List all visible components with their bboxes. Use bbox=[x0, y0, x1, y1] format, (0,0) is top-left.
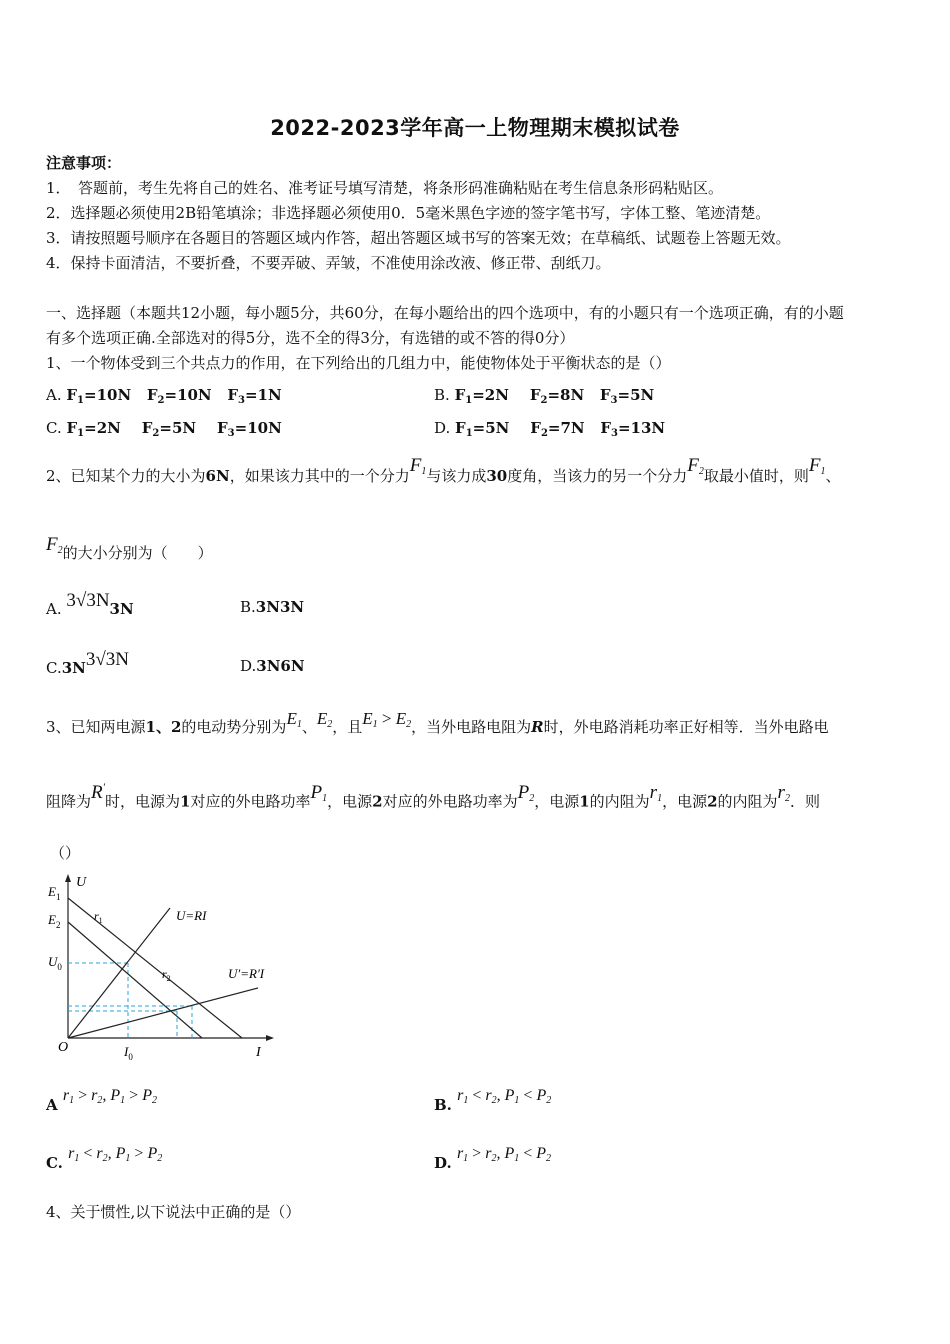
q3-num: 1 bbox=[579, 792, 590, 811]
q3-text: 的电动势分别为 bbox=[181, 718, 287, 736]
option-letter: C. bbox=[46, 1154, 63, 1172]
notice-item-1: 1． 答题前，考生先将自己的姓名、准考证号填写清楚，将条形码准确粘贴在考生信息条形码粘贴区。 bbox=[46, 179, 724, 197]
q3-text: 3、已知两电源 bbox=[46, 718, 146, 736]
q2-option-b bbox=[240, 598, 304, 616]
option-letter: B. bbox=[434, 386, 450, 404]
option-letter: B. bbox=[240, 598, 256, 616]
line-u-rpi bbox=[68, 988, 258, 1038]
symbol-f1: $F_1$ bbox=[409, 455, 427, 477]
q2-text: 度角，当该力的另一个分力 bbox=[507, 467, 688, 485]
label-e2: $E_2$ bbox=[48, 912, 61, 930]
f1-value: 2N bbox=[96, 419, 121, 437]
f1-value: 10N bbox=[96, 386, 132, 404]
q3-text: ，且 bbox=[332, 718, 363, 736]
q1-option-a: A. $F_1=10N$ $F_2=10N$ $F_3=1N$ bbox=[46, 386, 282, 406]
q2-option-d bbox=[240, 657, 305, 675]
q3-text: ，当外电路电阻为 bbox=[411, 718, 532, 736]
q2-text: ，如果该力其中的一个分力 bbox=[229, 467, 410, 485]
q3-text: 对应的外电路功率 bbox=[190, 792, 311, 811]
q3-text: 时，电源为 bbox=[105, 792, 181, 811]
q2-option-a bbox=[46, 590, 134, 620]
f2-value: 8N bbox=[560, 386, 585, 404]
option-math: $r_1 < r_2$, $P_1 > P_2$ bbox=[68, 1145, 163, 1164]
q3-text: ，电源 bbox=[662, 792, 708, 811]
notice-item-2: 2．选择题必须使用2B铅笔填涂；非选择题必须使用0．5毫米黑色字迹的签字笔书写，字体工整、笔迹清楚。 bbox=[46, 204, 771, 222]
label-e1: $E_1$ bbox=[48, 884, 61, 902]
x-axis-arrow bbox=[266, 1035, 274, 1041]
q2-option-c bbox=[46, 649, 130, 679]
math-expression: 3√3N bbox=[66, 590, 110, 611]
f3-value: 1N bbox=[257, 386, 282, 404]
q2-text: 与该力成 bbox=[426, 467, 487, 485]
notice-item-4: 4．保持卡面清洁，不要折叠，不要弄破、弄皱，不准使用涂改液、修正带、刮纸刀。 bbox=[46, 254, 611, 272]
option-letter: D. bbox=[434, 1154, 452, 1172]
symbol-p1: $P_1$ bbox=[310, 782, 328, 805]
option-text: 3N bbox=[109, 600, 134, 618]
math-expression: 3√3N bbox=[85, 649, 130, 670]
q3-text: 的内阻为 bbox=[589, 792, 650, 811]
f1-value: 5N bbox=[485, 419, 510, 437]
option-math: $r_1 < r_2$, $P_1 < P_2$ bbox=[457, 1087, 552, 1106]
f1-value: 2N bbox=[484, 386, 509, 404]
symbol-f2: $F_2$ bbox=[46, 534, 63, 556]
label-r2: $r_2$ bbox=[162, 967, 171, 983]
q4-stem: 4、关于惯性,以下说法中正确的是（） bbox=[46, 1203, 301, 1221]
symbol-f1: $F_1$ bbox=[808, 455, 826, 477]
q2-stem-line-2 bbox=[46, 534, 213, 564]
option-text: 3N3N bbox=[255, 598, 305, 616]
q3-option-b bbox=[434, 1087, 552, 1116]
section-heading-line-1: 一、选择题（本题共12小题，每小题5分，共60分，在每小题给出的四个选项中，有的小题只有一个选项正确，有的小题 bbox=[46, 304, 844, 322]
label-u-ri: U=RI bbox=[176, 908, 207, 923]
symbol-e1: $E_1$ bbox=[286, 709, 302, 730]
label-i0: $I_0$ bbox=[124, 1044, 133, 1062]
f2-value: 7N bbox=[560, 419, 585, 437]
q3-text: 的内阻为 bbox=[717, 792, 778, 811]
option-letter: C. bbox=[46, 659, 62, 677]
q3-text: 对应的外电路功率为 bbox=[382, 792, 518, 811]
q1-option-d: D. $F_1=5N$ $F_2=7N$ $F_3=13N$ bbox=[434, 419, 666, 439]
q3-answer-paren: （） bbox=[50, 844, 81, 862]
option-math: $r_1 > r_2$, $P_1 < P_2$ bbox=[456, 1145, 552, 1164]
f3-value: 13N bbox=[630, 419, 666, 437]
q3-text: ．则 bbox=[789, 792, 820, 811]
q3-text: ，电源 bbox=[534, 792, 580, 811]
u-i-graph bbox=[42, 866, 282, 1066]
q3-nums: 1、2 bbox=[145, 718, 182, 736]
label-u0: $U_0$ bbox=[48, 954, 62, 972]
q3-stem-line-1 bbox=[46, 709, 829, 738]
q3-num: 2 bbox=[372, 792, 383, 811]
q2-force: 6N bbox=[205, 467, 230, 485]
q3-option-c bbox=[46, 1145, 163, 1174]
q2-text: 取最小值时，则 bbox=[703, 467, 809, 485]
q3-text: 阻降为 bbox=[46, 792, 92, 811]
page-title: 2022-2023学年高一上物理期末模拟试卷 bbox=[270, 116, 680, 140]
option-letter: C. bbox=[46, 419, 62, 437]
symbol-p2: $P_2$ bbox=[517, 782, 535, 805]
f2-value: 5N bbox=[171, 419, 197, 437]
q3-text: ，电源 bbox=[327, 792, 373, 811]
symbol-r-prime: R′ bbox=[91, 782, 106, 804]
symbol-e2: $E_2$ bbox=[316, 709, 333, 730]
q2-text: 、 bbox=[825, 467, 841, 485]
y-axis-arrow bbox=[65, 874, 71, 882]
symbol-r1: $r_1$ bbox=[649, 782, 663, 805]
option-letter: A. bbox=[46, 386, 62, 404]
q3-option-a bbox=[46, 1087, 157, 1116]
q2-text: 的大小分别为（ ） bbox=[62, 544, 213, 562]
option-text: 3N bbox=[61, 659, 86, 677]
label-u-rpi: U′=R′I bbox=[228, 966, 265, 981]
q1-stem: 1、一个物体受到三个共点力的作用，在下列给出的几组力中，能使物体处于平衡状态的是（） bbox=[46, 354, 671, 372]
label-u: U bbox=[76, 875, 87, 890]
symbol-r2: $r_2$ bbox=[777, 782, 790, 805]
option-letter: A. bbox=[46, 600, 62, 618]
symbol-e1-gt-e2: $E_1 > E_2$ bbox=[362, 709, 412, 730]
q3-text: 、 bbox=[301, 718, 317, 736]
f3-value: 5N bbox=[630, 386, 655, 404]
q2-angle: 30 bbox=[486, 467, 508, 485]
q2-stem-line-1 bbox=[46, 455, 841, 487]
option-math: $r_1 > r_2$, $P_1 > P_2$ bbox=[62, 1087, 157, 1106]
option-text: 3N6N bbox=[256, 657, 305, 675]
q3-num: 1 bbox=[180, 792, 191, 811]
label-i: I bbox=[256, 1045, 261, 1060]
q3-text: 时，外电路消耗功率正好相等．当外电路电 bbox=[543, 718, 829, 736]
notice-heading: 注意事项： bbox=[46, 154, 122, 172]
notice-item-3: 3．请按照题号顺序在各题目的答题区域内作答，超出答题区域书写的答案无效；在草稿纸、试题卷上答题无效。 bbox=[46, 229, 791, 247]
option-letter: A bbox=[46, 1096, 58, 1114]
option-letter: B. bbox=[434, 1096, 452, 1114]
option-letter: D. bbox=[434, 419, 451, 437]
q1-option-c: C. $F_1=2N$ $F_2=5N$ $F_3=10N$ bbox=[46, 419, 282, 439]
symbol-r: R bbox=[531, 718, 544, 736]
q3-stem-line-2 bbox=[46, 782, 820, 812]
label-origin: O bbox=[58, 1040, 69, 1055]
option-letter: D. bbox=[240, 657, 257, 675]
q1-option-b: B. $F_1=2N$ $F_2=8N$ $F_3=5N$ bbox=[434, 386, 655, 406]
q3-num: 2 bbox=[707, 792, 718, 811]
section-heading-line-2: 有多个选项正确.全部选对的得5分，选不全的得3分，有选错的或不答的得0分） bbox=[46, 329, 575, 347]
q3-option-d bbox=[434, 1145, 552, 1174]
label-r1: $r_1$ bbox=[94, 909, 103, 925]
f3-value: 10N bbox=[247, 419, 282, 437]
line-u-ri bbox=[68, 908, 170, 1038]
f2-value: 10N bbox=[177, 386, 212, 404]
symbol-f2: $F_2$ bbox=[687, 455, 704, 477]
q2-text: 2、已知某个力的大小为 bbox=[46, 467, 206, 485]
